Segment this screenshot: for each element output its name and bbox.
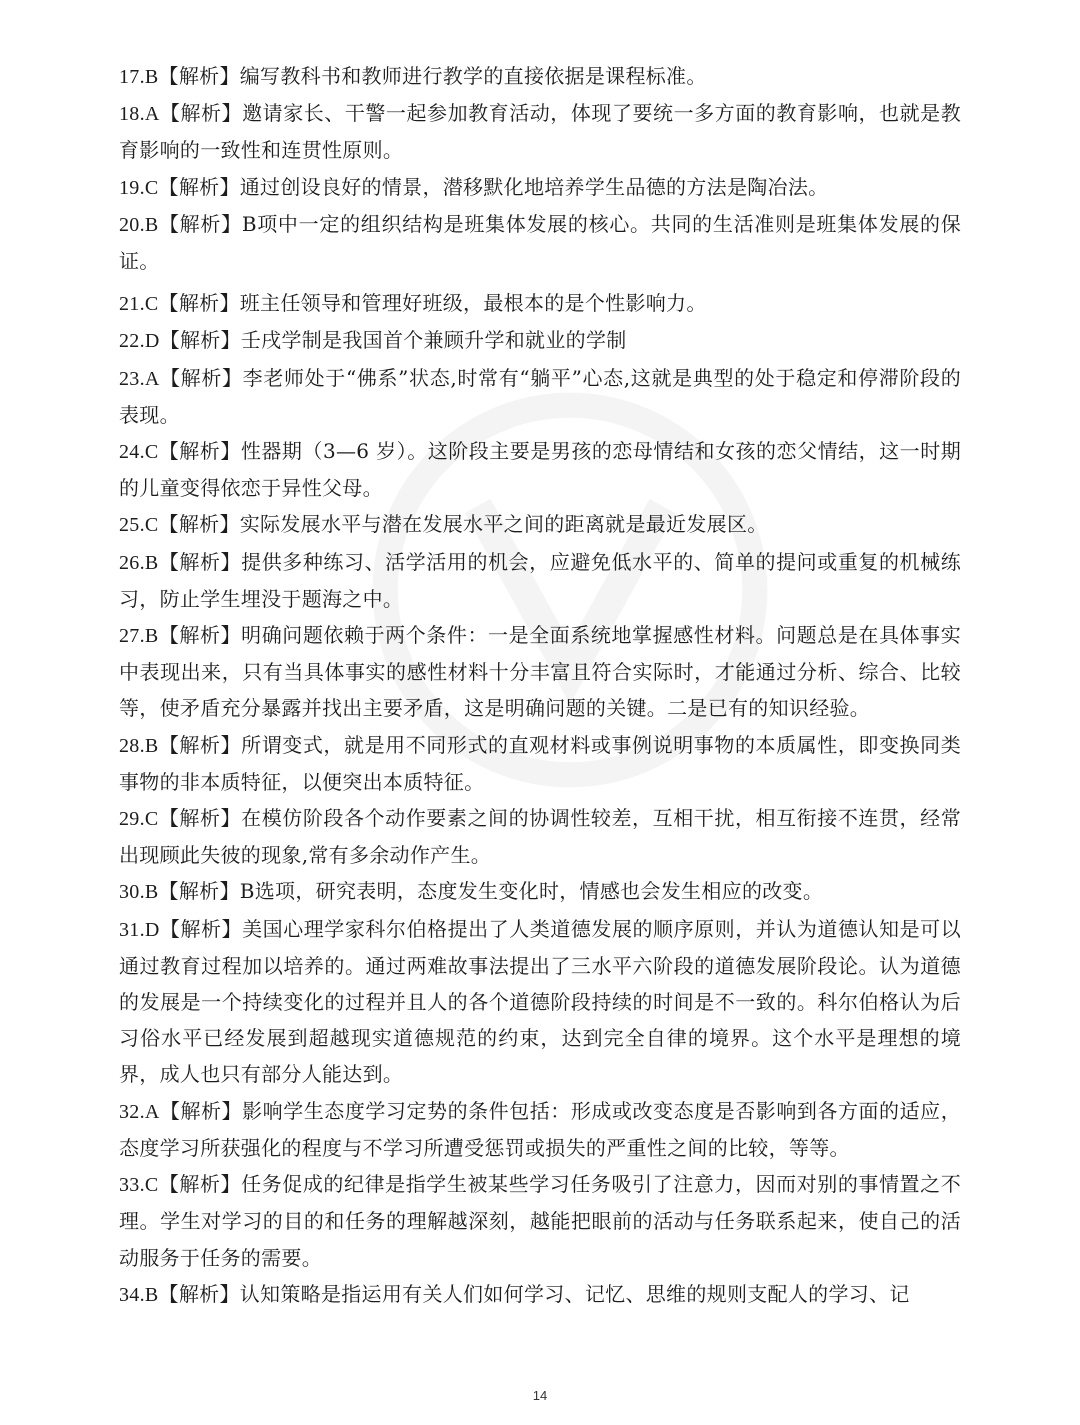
answer-explanation: 所谓变式，就是用不同形式的直观材料或事例说明事物的本质属性，即变换同类事物的非本质特征，以便突出本质特征。 [119, 732, 961, 794]
answer-item-25 [119, 506, 961, 543]
analysis-tag: 【解析】 [159, 328, 241, 353]
answer-item-19 [119, 169, 961, 206]
answer-explanation: 影响学生态度学习定势的条件包括：形成或改变态度是否影响到各方面的适应，态度学习所获强化的程度与不学习所遭受惩罚或损失的严重性之间的比较，等等。 [119, 1098, 961, 1160]
answer-explanation: 通过创设良好的情景，潜移默化地培养学生品德的方法是陶冶法。 [239, 174, 829, 199]
answer-item-27 [119, 617, 961, 727]
answer-number: 18.A [119, 103, 160, 126]
answer-explanation: 性器期（3—6 岁）。这阶段主要是男孩的恋母情结和女孩的恋父情结，这一时期的儿童变得依恋于异性父母。 [119, 439, 962, 501]
answer-item-32 [119, 1093, 961, 1166]
answer-explanation: 壬戌学制是我国首个兼顾升学和就业的学制 [240, 328, 627, 353]
analysis-tag: 【解析】 [158, 174, 240, 199]
analysis-tag: 【解析】 [158, 806, 242, 831]
answer-explanation: 邀请家长、干警一起参加教育活动，体现了要统一多方面的教育影响，也就是教育影响的一致性和连贯性原则。 [119, 101, 961, 163]
answer-number: 19.C [119, 176, 159, 199]
answer-number: 27.B [119, 625, 159, 648]
answer-item-20 [119, 206, 961, 279]
analysis-tag: 【解析】 [159, 916, 243, 941]
answer-explanation: 提供多种练习、活学活用的机会，应避免低水平的、简单的提问或重复的机械练习，防止学生埋没于题海之中。 [119, 549, 961, 611]
answer-item-34 [119, 1276, 961, 1313]
analysis-tag: 【解析】 [159, 1098, 243, 1123]
answer-item-24 [119, 433, 961, 506]
analysis-tag: 【解析】 [158, 512, 240, 537]
answer-number: 26.B [119, 551, 159, 574]
answer-explanation: B选项，研究表明，态度发生变化时，情感也会发生相应的改变。 [239, 879, 824, 904]
page-number: 14 [532, 1388, 548, 1403]
answer-item-28 [119, 727, 961, 800]
answer-number: 21.C [119, 293, 159, 316]
answer-number: 22.D [119, 330, 160, 353]
answer-explanation: 实际发展水平与潜在发展水平之间的距离就是最近发展区。 [239, 512, 768, 537]
analysis-tag: 【解析】 [159, 365, 243, 390]
answer-item-33 [119, 1166, 961, 1276]
answer-number: 31.D [119, 918, 160, 941]
answer-explanation: 编写教科书和教师进行教学的直接依据是课程标准。 [239, 64, 707, 88]
answer-number: 24.C [119, 441, 159, 464]
answer-explanation: 李老师处于“佛系”状态,时常有“躺平”心态,这就是典型的处于稳定和停滞阶段的表现。 [119, 365, 962, 427]
analysis-tag: 【解析】 [158, 211, 242, 236]
answer-number: 28.B [119, 734, 159, 757]
answer-explanations-list [119, 58, 961, 1313]
answer-item-26 [119, 544, 961, 617]
analysis-tag: 【解析】 [158, 64, 240, 88]
answer-item-30 [119, 873, 961, 910]
analysis-tag: 【解析】 [158, 879, 240, 904]
answer-number: 30.B [119, 881, 159, 904]
answer-number: 34.B [119, 1283, 159, 1306]
answer-number: 17.B [119, 66, 159, 88]
answer-item-21 [119, 285, 961, 322]
answer-item-31 [119, 911, 961, 1093]
answer-explanation: 美国心理学家科尔伯格提出了人类道德发展的顺序原则，并认为道德认知是可以通过教育过程加以培养的。通过两难故事法提出了三水平六阶段的道德发展阶段论。认为道德的发展是一个持续变化的过程并且人的各个道德阶段持续的时间是不一致的。科尔伯格认为后习俗水平已经发展到超越现实道德规范的约束，达到完全自律的境界。这个水平是理想的境界，成人也只有部分人能达到。 [119, 916, 961, 1087]
answer-item-22 [119, 322, 961, 359]
analysis-tag: 【解析】 [158, 623, 242, 648]
answer-number: 25.C [119, 514, 159, 537]
answer-number: 33.C [119, 1174, 159, 1197]
analysis-tag: 【解析】 [158, 549, 242, 574]
analysis-tag: 【解析】 [159, 101, 243, 126]
analysis-tag: 【解析】 [158, 291, 240, 316]
answer-explanation: B项中一定的组织结构是班集体发展的核心。共同的生活准则是班集体发展的保证。 [119, 211, 961, 274]
analysis-tag: 【解析】 [158, 439, 241, 464]
answer-explanation: 班主任领导和管理好班级，最根本的是个性影响力。 [239, 291, 707, 316]
analysis-tag: 【解析】 [158, 1172, 242, 1197]
answer-item-17 [119, 58, 961, 95]
answer-number: 20.B [119, 213, 159, 236]
analysis-tag: 【解析】 [158, 732, 242, 757]
answer-number: 29.C [119, 808, 159, 831]
answer-explanation: 明确问题依赖于两个条件：一是全面系统地掌握感性材料。问题总是在具体事实中表现出来，只有当具体事实的感性材料十分丰富且符合实际时，才能通过分析、综合、比较等，使矛盾充分暴露并找出主要矛盾，这是明确问题的关键。二是已有的知识经验。 [119, 623, 961, 721]
answer-item-29 [119, 800, 961, 873]
answer-explanation: 在模仿阶段各个动作要素之间的协调性较差，互相干扰，相互衔接不连贯，经常出现顾此失彼的现象,常有多余动作产生。 [119, 806, 961, 868]
analysis-tag: 【解析】 [158, 1281, 240, 1306]
answer-explanation: 任务促成的纪律是指学生被某些学习任务吸引了注意力，因而对别的事情置之不理。学生对学习的目的和任务的理解越深刻，越能把眼前的活动与任务联系起来，使自己的活动服务于任务的需要。 [119, 1172, 961, 1270]
answer-number: 32.A [119, 1100, 160, 1123]
answer-item-18 [119, 95, 961, 168]
answer-number: 23.A [119, 367, 160, 390]
answer-item-23 [119, 360, 961, 433]
answer-explanation: 认知策略是指运用有关人们如何学习、记忆、思维的规则支配人的学习、记 [239, 1281, 910, 1306]
